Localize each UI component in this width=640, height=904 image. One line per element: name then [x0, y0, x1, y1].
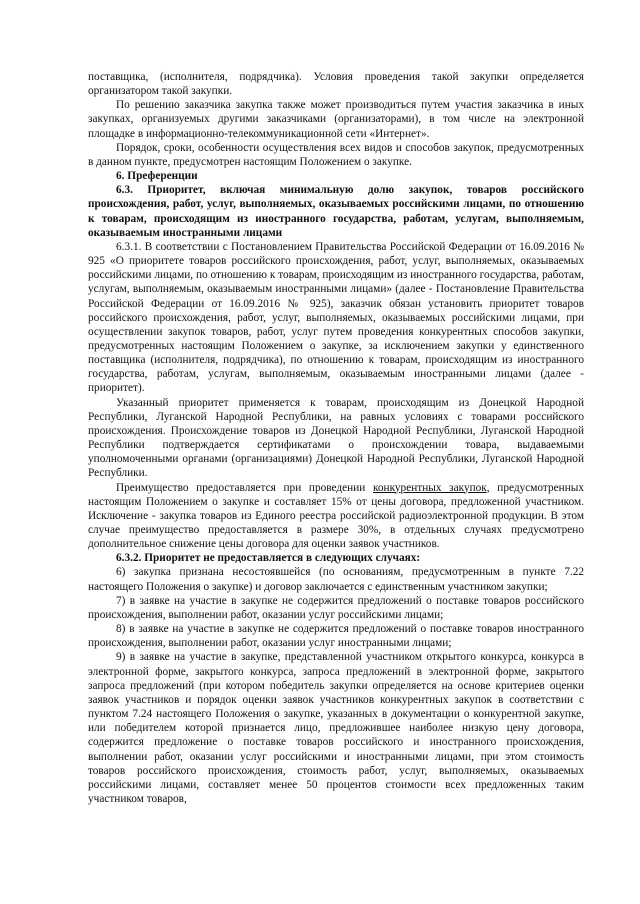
list-item-9: 9) в заявке на участие в закупке, представленной участником открытого конкурса, конкурса в электронной форме, закрытого конкурса, запроса предложений в электронной форме, закрытого запроса предложений (при котором победитель закупки определяется на основе критериев оценки заявок участников и порядок оценки заявок участников конкурентных закупок в соответствии с пунктом 7.24 настоящего Положения о закупке, указанных в документации о конкурентной закупке, или победителем которой признается лицо, предложившее наиболее низкую цену договора, содержится предложение о поставке товаров российского и иностранного происхождения, выполнении работ, оказании услуг российскими и иностранными лицами, при этом стоимость товаров российского происхождения, стоимость работ, услуг, выполняемых, оказываемых российскими лицами, составляет менее 50 процентов стоимости всех предложенных таким участником товаров,: [88, 651, 584, 805]
paragraph-participation: По решению заказчика закупка также может производиться путем участия заказчика в иных закупках, организуемых другими заказчиками (организаторами), в том числе на электронной площадке в информационно-телекоммуникационной сети «Интернет».: [88, 99, 584, 140]
paragraph-continuation: поставщика, (исполнителя, подрядчика). Условия проведения такой закупки определяется организатором такой закупки.: [88, 71, 584, 98]
paragraph-6-3-1: 6.3.1. В соответствии с Постановлением Правительства Российской Федерации от 16.09.2016 № 925 «О приоритете товаров российского происхождения, работ, услуг, выполняемых, оказываемых российскими лицами, по отношению к товарам, происходящим из иностранного государства, работам, услугам, выполняемым, оказываемым иностранными лицами» (далее - Постановление Правительства Российской Федерации от 16.09.2016 № 925), заказчик обязан установить приоритет товаров российского происхождения, работ, услуг, выполняемых, оказываемых российскими лицами, при осуществлении закупок товаров, работ, услуг путем проведения конкурентных способов закупки, предусмотренных настоящим Положением о закупке, за исключением закупки у единственного поставщика (исполнителя, подрядчика), по отношению к товарам, происходящим из иностранного государства, работам, услугам, выполняемым, оказываемым иностранными лицами (далее - приоритет).: [88, 240, 584, 395]
item-heading-6-3-2: 6.3.2. Приоритет не предоставляется в следующих случаях:: [116, 552, 421, 565]
section-heading: 6. Преференции: [116, 170, 198, 183]
paragraph-dnr-lnr: Указанный приоритет применяется к товарам, происходящим из Донецкой Народной Республики, Луганской Народной Республики, на равных условиях с товарами российского происхождения. Происхождение товаров из Донецкой Народной Республики, Луганской Народной Республики подтверждается сертификатами о происхождении товара, выдаваемыми уполномоченными органами (организациями) Донецкой Народной Республики, Луганской Народной Республики.: [88, 396, 584, 480]
subsection-heading: 6.3. Приоритет, включая минимальную долю закупок, товаров российского происхождения, работ, услуг, выполняемых, оказываемых российскими лицами, по отношению к товарам, происходящим из иностранного государства, работам, услугам, выполняемым, оказываемым иностранными лицами: [88, 184, 584, 239]
paragraph-procedure: Порядок, сроки, особенности осуществления всех видов и способов закупок, предусмотренных в данном пункте, предусмотрен настоящим Положением о закупке.: [88, 141, 584, 168]
paragraph-advantage: [88, 481, 584, 552]
advantage-text-start: Преимущество предоставляется при проведении: [116, 481, 373, 494]
advantage-text-underlined: конкурентных закупок,: [372, 481, 490, 494]
advantage-text-end: предусмотренных настоящим Положением о закупке и составляет 15% от цены договора, предложенной участником. Исключение - закупка товаров из Единого реестра российской радиоэлектронной продукции. В этом случае преимущество предоставляется в размере 30%, в отдельных случаях предусмотрено дополнительное снижение цены договора для оценки заявок участников.: [88, 481, 584, 551]
list-item-8: 8) в заявке на участие в закупке не содержится предложений о поставке товаров иностранного происхождения, выполнении работ, оказании услуг иностранными лицами;: [88, 623, 584, 650]
list-item-6: 6) закупка признана несостоявшейся (по основаниям, предусмотренным в пункте 7.22 настоящего Положения о закупке) и договор заключается с единственным участником закупки;: [88, 566, 584, 593]
document-body: [88, 70, 584, 806]
list-item-7: 7) в заявке на участие в закупке не содержится предложений о поставке товаров российского происхождения, выполнении работ, оказании услуг российскими лицами;: [88, 594, 584, 621]
